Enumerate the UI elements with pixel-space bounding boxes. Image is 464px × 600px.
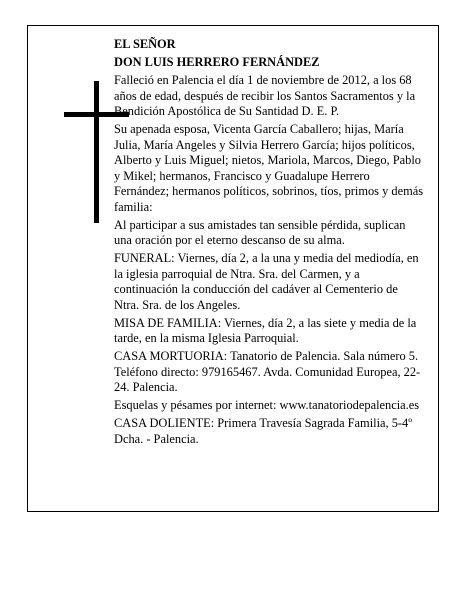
heading-name: DON LUIS HERRERO FERNÁNDEZ [114,55,320,69]
heading-title: EL SEÑOR [114,37,176,51]
paragraph-family-mass: MISA DE FAMILIA: Viernes, día 2, a las siete y media de la tarde, en la misma Iglesia Parroquial. [114,315,417,345]
paragraph-online: Esquelas y pésames por internet: www.tanatoriodepalencia.es [114,398,420,412]
paragraph-family-home: CASA DOLIENTE: Primera Travesía Sagrada Familia, 5-4º Dcha. - Palencia. [114,416,413,446]
paragraph-prayer: Al participar a sus amistades tan sensible pérdida, suplican una oración por el eterno descanso de su alma. [114,217,406,247]
paragraph-death: Falleció en Palencia el día 1 de noviembre de 2012, a los 68 años de edad, después de recibir los Santos Sacramentos y la Bendición Apostólica de Su Santidad D. E. P. [114,73,416,118]
paragraph-family: Su apenada esposa, Vicenta García Caballero; hijas, María Julia, María Angeles y Silvia Herrero García; hijos políticos, Alberto y Luis Miguel; nietos, Mariola, Marcos, Diego, Pablo y Mikel; hermanos, Francisco y Guadalupe Herrero Fernández; hermanos políticos, sobrinos, tíos, primos y demás familia: [114,122,424,214]
notice-text [114,37,426,450]
paragraph-funeral: FUNERAL: Viernes, día 2, a la una y media del mediodía, en la iglesia parroquial de Ntra. Sra. del Carmen, y a continuación la conducción del cadáver al Cementerio de Ntra. Sra. de los Angeles. [114,251,419,312]
paragraph-funeral-home: CASA MORTUORIA: Tanatorio de Palencia. Sala número 5. Teléfono directo: 979165467. Avda. Comunidad Europea, 22-24. Palencia. [114,349,421,394]
cross-vertical-bar [94,81,99,223]
